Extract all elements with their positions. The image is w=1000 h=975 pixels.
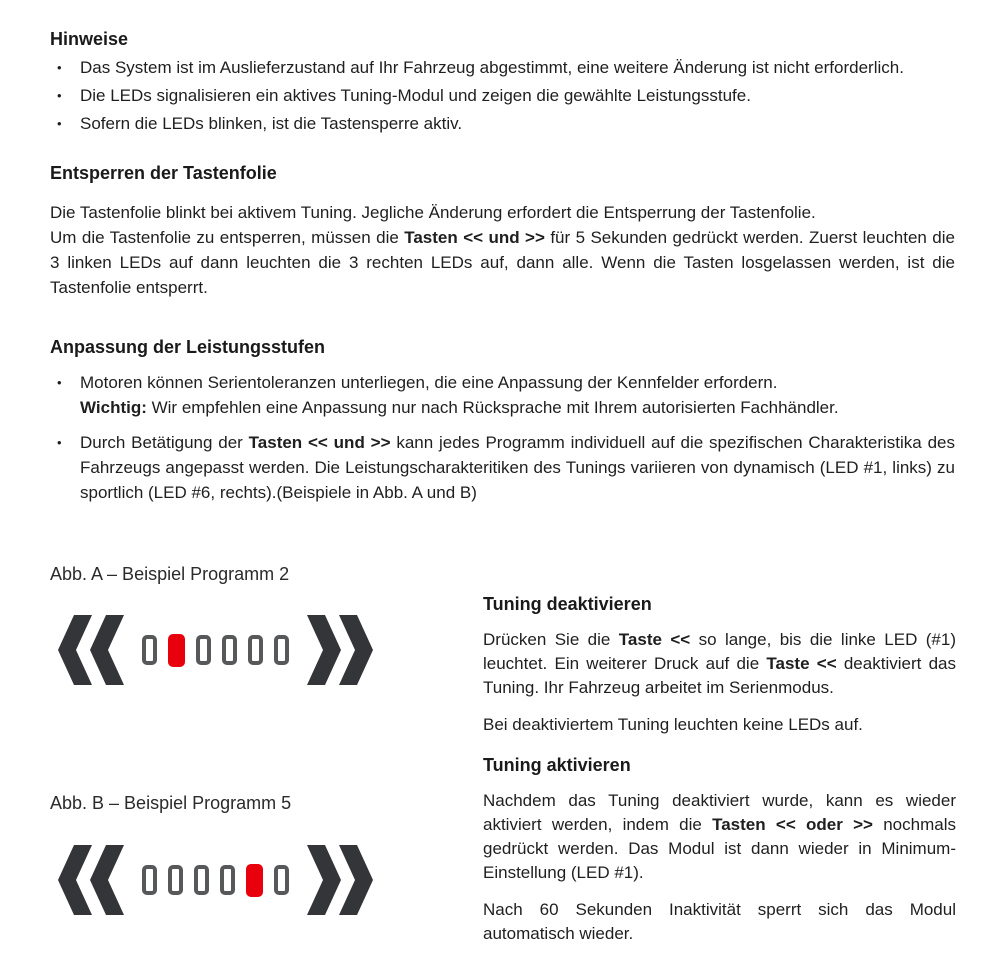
tuning-deaktivieren-title: Tuning deaktivieren <box>483 594 652 614</box>
double-chevron-left-icon <box>58 845 126 915</box>
double-chevron-right-icon <box>305 845 373 915</box>
tuning-column <box>483 588 956 946</box>
paragraph: Die Tastenfolie blinkt bei aktivem Tuning. Jegliche Änderung erfordert die Entsperrung der Tastenfolie. <box>50 203 816 222</box>
led-inactive <box>274 635 289 665</box>
paragraph: Drücken Sie die Taste << so lange, bis die linke LED (#1) leuchtet. Ein weiterer Druck auf die Taste << deaktiviert das Tuning. Ihr Fahrzeug arbeitet im Serienmodus. <box>483 630 956 697</box>
figure-a-graphic <box>58 615 475 685</box>
bullet-text: Die LEDs signalisieren ein aktives Tuning-Modul und zeigen die gewählte Leistungsstufe. <box>80 86 751 105</box>
figure-b-graphic <box>58 845 475 915</box>
led-inactive <box>196 635 211 665</box>
figure-b-label: Abb. B – Beispiel Programm 5 <box>50 793 292 813</box>
bullet-item <box>50 55 955 80</box>
bullet-text: Das System ist im Auslieferzustand auf Ihr Fahrzeug abgestimmt, eine weitere Änderung ist nicht erforderlich. <box>80 58 904 77</box>
led-inactive <box>220 865 235 895</box>
double-chevron-left-icon <box>58 615 126 685</box>
led-inactive <box>194 865 209 895</box>
bullet-item <box>50 111 955 136</box>
led-inactive <box>142 635 157 665</box>
tuning-aktivieren-paragraphs <box>483 789 956 946</box>
section-title-entsperren: Entsperren der Tastenfolie <box>50 163 277 183</box>
paragraph: Um die Tastenfolie zu entsperren, müssen die Tasten << und >> für 5 Sekunden gedrückt werden. Zuerst leuchten die 3 linken LEDs auf dann leuchten die 3 rechten LEDs auf, dann alle. Wenn die Tasten losgelassen werden, ist die Tastenfolie entsperrt. <box>50 228 955 297</box>
bullet-marker: • <box>57 88 62 103</box>
paragraph: Bei deaktiviertem Tuning leuchten keine LEDs auf. <box>483 715 863 734</box>
figure-a-led-strip <box>142 634 289 667</box>
bullet-marker: • <box>57 116 62 131</box>
led-inactive <box>142 865 157 895</box>
bullet-marker: • <box>57 60 62 75</box>
tuning-deaktivieren-paragraphs <box>483 628 956 737</box>
bullet-item <box>50 430 955 505</box>
figure-a-label: Abb. A – Beispiel Programm 2 <box>50 564 290 584</box>
led-active <box>168 634 185 667</box>
section-title-hinweise: Hinweise <box>50 29 129 49</box>
bullet-marker: • <box>57 375 62 390</box>
bullet-text: Motoren können Serientoleranzen unterliegen, die eine Anpassung der Kennfelder erfordern. Wichtig: Wir empfehlen eine Anpassung nur nach Rücksprache mit Ihrem autorisierten Fachhändler. <box>80 373 839 417</box>
hinweise-bullet-list <box>50 55 955 136</box>
led-inactive <box>248 635 263 665</box>
bullet-text: Sofern die LEDs blinken, ist die Tastensperre aktiv. <box>80 114 463 133</box>
anpassung-bullet-list <box>50 370 955 505</box>
bullet-marker: • <box>57 435 62 450</box>
led-active <box>246 864 263 897</box>
led-inactive <box>222 635 237 665</box>
entsperren-paragraphs <box>50 200 955 300</box>
led-inactive <box>168 865 183 895</box>
paragraph: Nach 60 Sekunden Inaktivität sperrt sich das Modul automatisch wieder. <box>483 900 956 943</box>
bullet-text: Durch Betätigung der Tasten << und >> kann jedes Programm individuell auf die spezifischen Charakteristika des Fahrzeugs angepasst werden. Die Leistungscharakteritiken des Tunings variieren von dynamisch (LED #1, links) zu sportlich (LED #6, rechts).(Beispiele in Abb. A und B) <box>80 433 955 502</box>
tuning-aktivieren-title: Tuning aktivieren <box>483 755 631 775</box>
section-title-anpassung: Anpassung der Leistungsstufen <box>50 337 326 357</box>
figure-b-led-strip <box>142 864 289 897</box>
paragraph: Nachdem das Tuning deaktiviert wurde, kann es wieder aktiviert werden, indem die Tasten << oder >> nochmals gedrückt werden. Das Modul ist dann wieder in Minimum-Einstellung (LED #1). <box>483 791 956 882</box>
double-chevron-right-icon <box>305 615 373 685</box>
figures-column <box>50 550 475 915</box>
led-inactive <box>274 865 289 895</box>
bullet-item <box>50 83 955 108</box>
bullet-item <box>50 370 955 420</box>
